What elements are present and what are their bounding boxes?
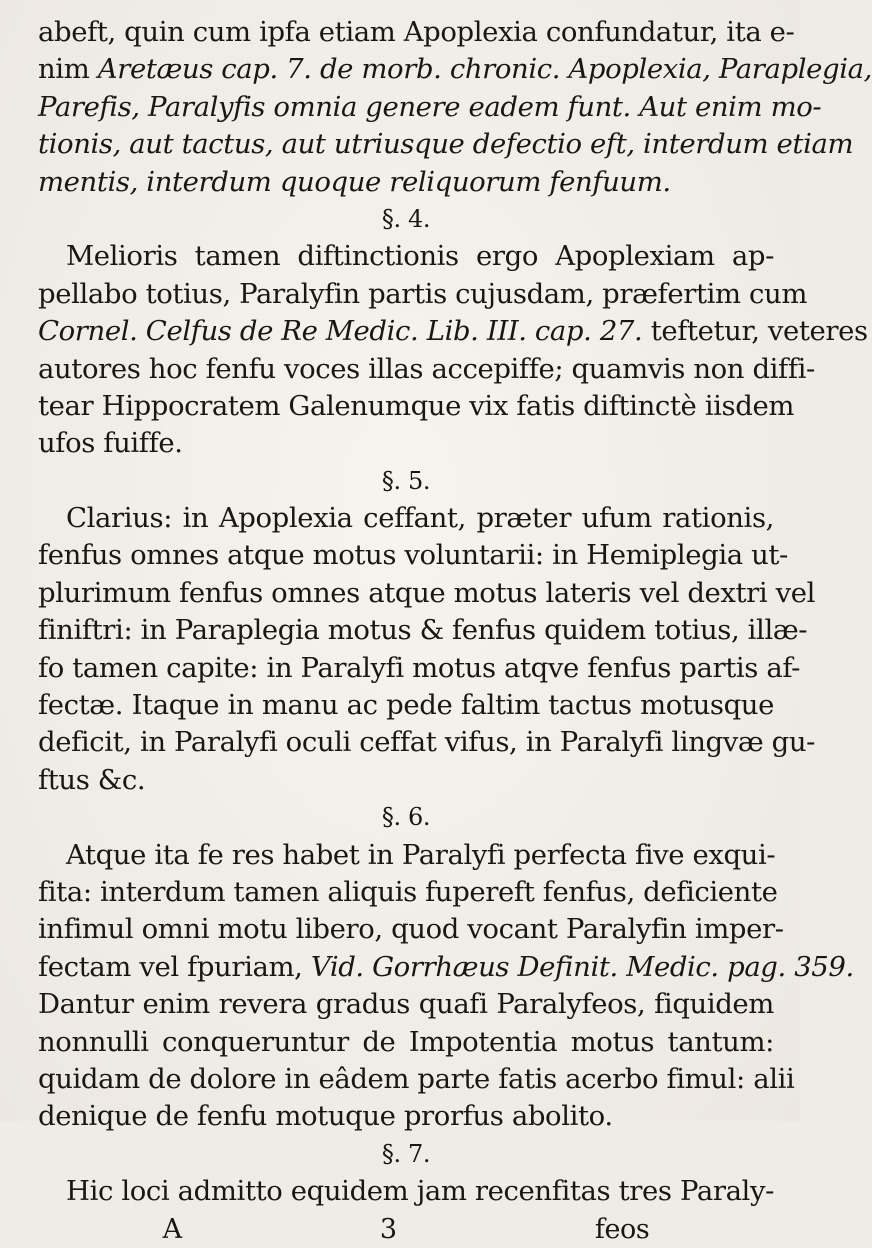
text-line: nonnulli conqueruntur de Impotentia motus tantum:	[38, 1025, 774, 1058]
text-line: plurimum fenfus omnes atque motus lateris vel dextri vel	[38, 576, 816, 609]
text-line: autores hoc fenfu voces illas accepiffe; quamvis non diffi-	[38, 352, 815, 385]
text-line: Parefis, Paralyfis omnia genere eadem funt. Aut enim mo-	[38, 90, 822, 123]
catchword: feos	[594, 1213, 650, 1245]
text-line: denique de fenfu motuque prorfus abolito.	[38, 1100, 613, 1133]
text-line: fectæ. Itaque in manu ac pede faltim tactus motusque	[38, 689, 774, 722]
text-line: ftus &c.	[38, 763, 146, 796]
section-number: §. 7.	[381, 1139, 431, 1168]
text-line: fectam vel fpuriam, Vid. Gorrhæus Definit. Medic. pag. 359.	[38, 950, 854, 983]
text-line: fenfus omnes atque motus voluntarii: in Hemiplegia ut-	[38, 539, 788, 572]
text-line: fita: interdum tamen aliquis fupereft fenfus, deficiente	[38, 875, 778, 908]
text-line: Hic loci admitto equidem jam recenfitas tres Paraly-	[66, 1175, 774, 1208]
text-line: Dantur enim revera gradus quafi Paralyfeos, fiquidem	[38, 988, 774, 1021]
text-line: abeft, quin cum ipfa etiam Apoplexia confundatur, ita e-	[38, 16, 795, 48]
text-line: finiftri: in Paraplegia motus & fenfus quidem totius, illæ-	[38, 614, 808, 647]
text-line: tear Hippocratem Galenumque vix fatis diftinctè iisdem	[38, 389, 795, 422]
text-line: quidam de dolore in eâdem parte fatis acerbo fimul: alii	[38, 1062, 795, 1095]
section-number: §. 5.	[381, 466, 431, 495]
text-line: tionis, aut tactus, aut utriusque defectio eft, interdum etiam	[38, 128, 854, 161]
text-line: nim Aretæus cap. 7. de morb. chronic. Apoplexia, Paraplegia,	[38, 53, 872, 86]
text-line: mentis, interdum quoque reliquorum fenfuum.	[38, 165, 671, 198]
page-text	[38, 14, 872, 1248]
text-line: ufos fuiffe.	[38, 427, 183, 460]
text-line: deficit, in Paralyfi oculi ceffat vifus, in Paralyfi lingvæ gu-	[38, 726, 816, 759]
signature-mark: A 3	[162, 1213, 397, 1245]
text-line: fo tamen capite: in Paralyfi motus atqve fenfus partis af-	[38, 651, 801, 684]
text-line: Melioris tamen diftinctionis ergo Apoplexiam ap-	[66, 240, 774, 273]
section-number: §. 6.	[381, 803, 431, 832]
text-line: infimul omni motu libero, quod vocant Paralyfin imper-	[38, 913, 784, 946]
text-line: Atque ita fe res habet in Paralyfi perfecta five exqui-	[66, 838, 776, 871]
section-number: §. 4.	[381, 204, 431, 233]
signature-and-catchword	[38, 1211, 774, 1248]
text-line: pellabo totius, Paralyfin partis cujusdam, præfertim cum	[38, 277, 808, 310]
text-line: Clarius: in Apoplexia ceffant, præter ufum rationis,	[66, 502, 774, 535]
text-line: Cornel. Celfus de Re Medic. Lib. III. cap. 27. teftetur, veteres	[38, 315, 868, 348]
